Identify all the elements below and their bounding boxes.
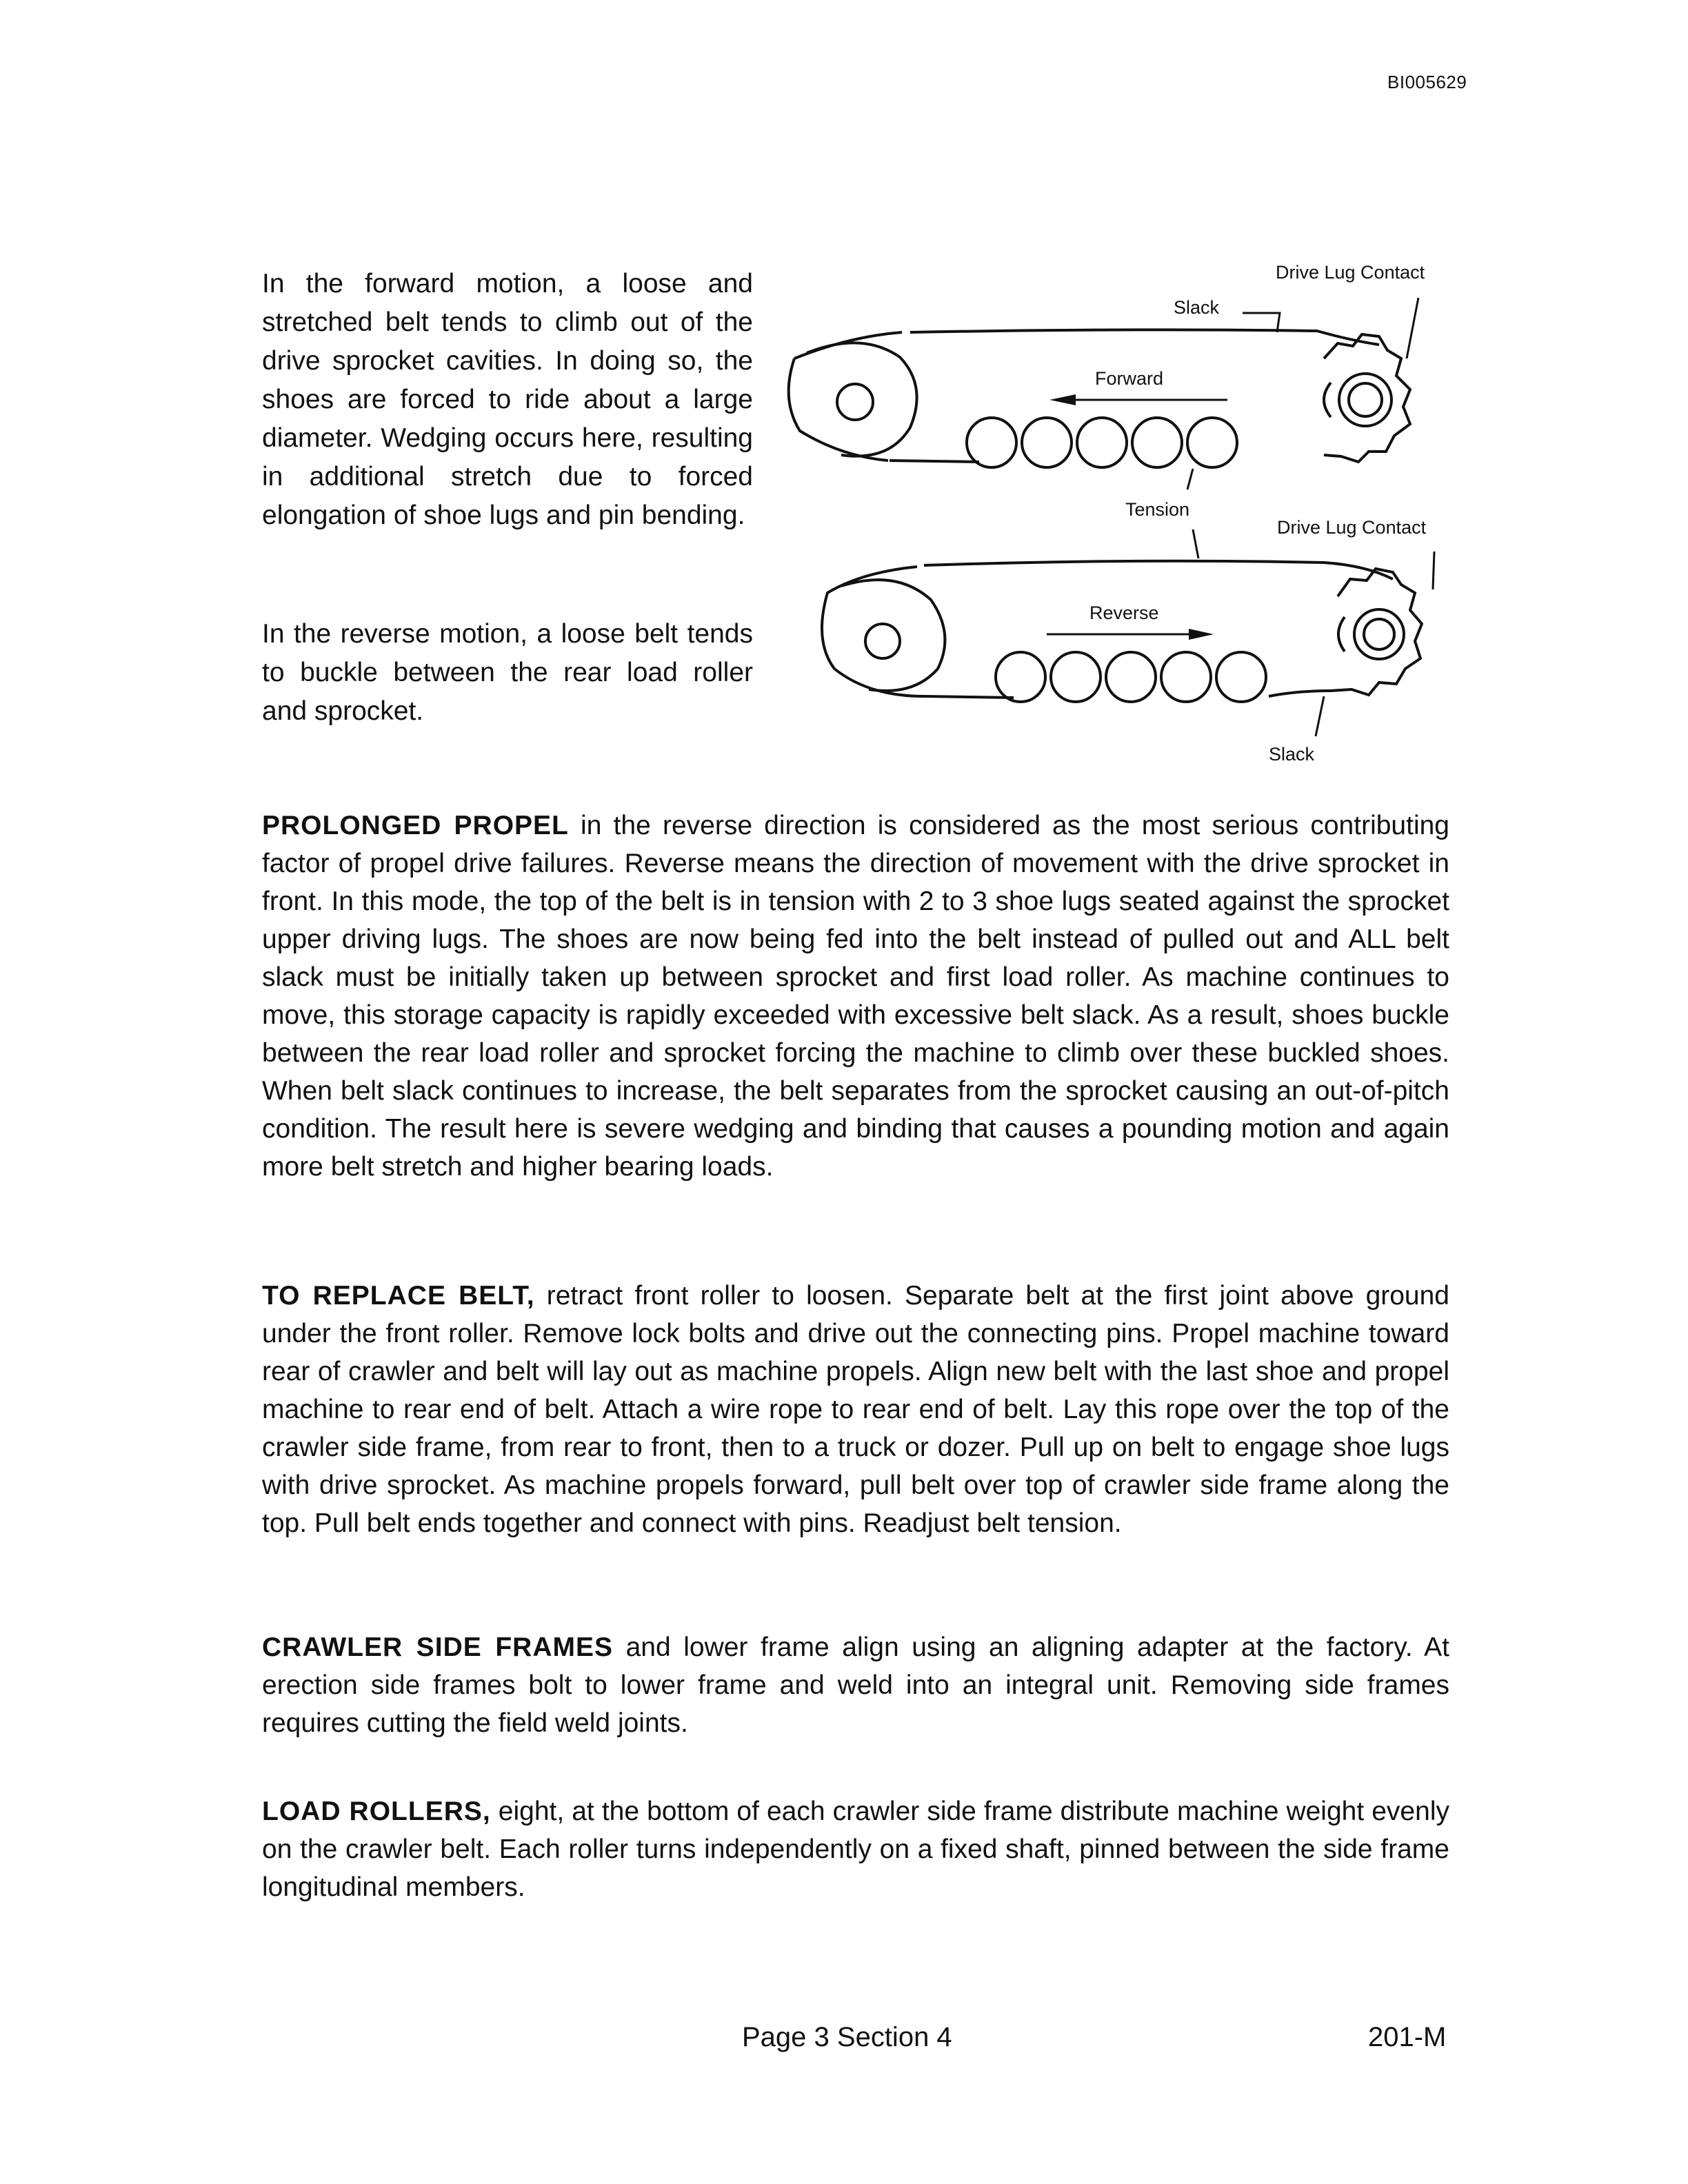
top-direction-label: Forward <box>1095 368 1164 389</box>
bottom-belt-lower <box>924 696 1014 698</box>
crawler-side-frames-heading: CRAWLER SIDE FRAMES <box>262 1632 613 1662</box>
bottom-drive-lug-leader <box>1433 552 1434 589</box>
top-load-rollers <box>967 418 1237 467</box>
top-belt-lower <box>890 461 979 462</box>
footer-page-label: Page 3 Section 4 <box>742 2022 952 2052</box>
top-slack-label: Slack <box>1174 297 1220 318</box>
top-belt-idler-wrap <box>789 332 902 461</box>
bottom-tension-leader <box>1193 529 1198 558</box>
intro-reverse-paragraph: In the reverse motion, a loose belt tends to buckle between the rear load roller and sprocket. <box>262 619 753 726</box>
document-id: BI005629 <box>1387 72 1467 92</box>
bottom-slack-leader <box>1316 696 1324 736</box>
bottom-idler-hub <box>865 624 900 658</box>
footer-model-label: 201-M <box>1368 2022 1447 2052</box>
bottom-drive-sprocket <box>1331 569 1422 695</box>
top-idler-outline <box>807 343 917 456</box>
bottom-idler-outline <box>841 580 945 691</box>
prolonged-propel-heading: PROLONGED PROPEL <box>262 811 569 840</box>
replace-belt-body: retract front roller to loosen. Separate belt at the first joint above ground under the front roller. Remove lock bolts and drive out the connecting pins. Propel machine toward rear of crawler and belt will lay out as machine propels. Align new belt with the last shoe and propel machine to rear end of belt. Attach a wire rope to rear end of belt. Lay this rope over the top of the crawler side frame, from rear to front, then to a truck or dozer. Pull up on belt to engage shoe lugs with drive sprocket. As machine propels forward, pull belt over top of crawler side frame along the top. Pull belt ends together and connect with pins. Readjust belt tension. <box>262 1281 1450 1538</box>
load-rollers-body: eight, at the bottom of each crawler side frame distribute machine weight evenly on the crawler belt. Each roller turns independently on a fixed shaft, pinned between the side frame longitudinal members. <box>262 1797 1449 1902</box>
load-rollers-heading: LOAD ROLLERS, <box>262 1797 491 1826</box>
forward-arrow-head <box>1049 394 1076 405</box>
top-tension-label: Tension <box>1125 499 1190 520</box>
crawler-side-frames-body: and lower frame align using an aligning adapter at the factory. At erection side frames bolt to lower frame and weld into an integral unit. Removing side frames requires cutting the field weld joints. <box>262 1632 1449 1738</box>
top-drive-sprocket <box>1324 334 1410 462</box>
forward-crawler-diagram <box>789 262 1425 520</box>
bottom-drive-lug-contact-label: Drive Lug Contact <box>1277 517 1427 538</box>
top-drive-lug-contact-label: Drive Lug Contact <box>1276 262 1425 283</box>
bottom-slack-sag <box>1269 691 1331 696</box>
crawler-side-frames-paragraph <box>262 1628 1449 1742</box>
load-rollers-paragraph <box>262 1792 1449 1906</box>
crawler-belt-diagram <box>786 255 1462 779</box>
top-idler-hub <box>837 384 873 420</box>
reverse-arrow-head <box>1189 629 1214 640</box>
bottom-slack-label: Slack <box>1269 744 1315 765</box>
prolonged-propel-body: in the reverse direction is considered as the most serious contributing factor of propel drive failures. Reverse means the direction of movement with the drive sprocket in front. In this mode, the top of the belt is in tension with 2 to 3 shoe lugs seated against the sprocket upper driving lugs. The shoes are now being fed into the belt instead of pulled out and ALL belt slack must be initially taken up between sprocket and first load roller. As machine continues to move, this storage capacity is rapidly exceeded with excessive belt slack. As a result, shoes buckle between the rear load roller and sprocket forcing the machine to climb over these buckled shoes. When belt slack continues to increase, the belt separates from the sprocket causing an out-of-pitch condition. The result here is severe wedging and binding that causes a pounding motion and again more belt stretch and higher bearing loads. <box>262 811 1449 1182</box>
top-tension-leader <box>1187 469 1193 489</box>
replace-belt-heading: TO REPLACE BELT, <box>262 1281 535 1311</box>
top-belt-upper <box>910 330 1379 345</box>
replace-belt-paragraph <box>262 1277 1449 1542</box>
bottom-load-rollers <box>996 652 1266 702</box>
intro-forward-paragraph: In the forward motion, a loose and stretched belt tends to climb out of the drive sprocket cavities. In doing so, the shoes are forced to ride about a large diameter. Wedging occurs here, resulting in additional stretch due to forced elongation of shoe lugs and pin bending. <box>262 269 753 530</box>
prolonged-propel-paragraph <box>262 807 1449 1186</box>
reverse-crawler-diagram <box>822 517 1434 765</box>
top-drive-lug-leader <box>1407 298 1418 358</box>
bottom-belt-upper <box>924 561 1393 579</box>
bottom-direction-label: Reverse <box>1089 603 1159 623</box>
